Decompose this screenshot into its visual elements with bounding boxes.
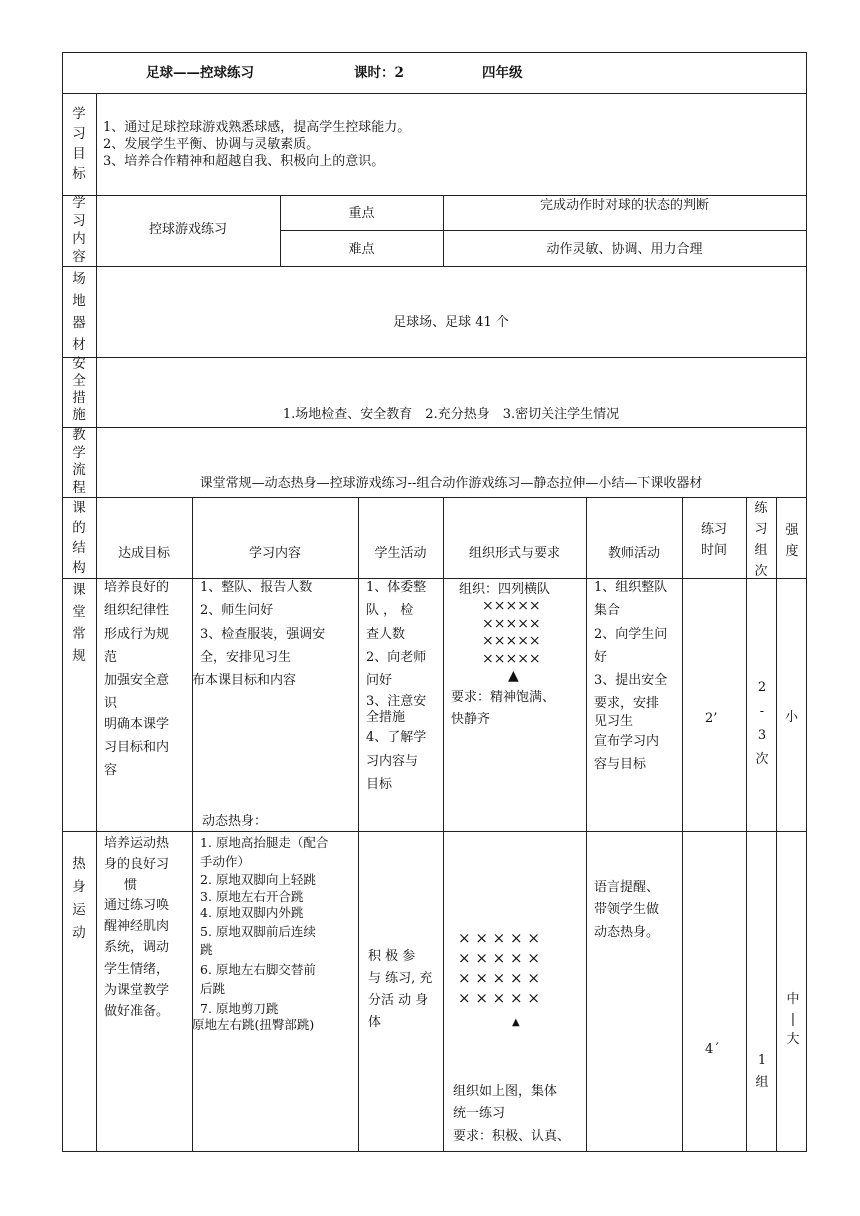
table-border-right — [806, 52, 807, 1152]
row-divider — [280, 230, 807, 231]
header-teacher: 教师活动 — [607, 546, 660, 561]
formation-row: × × × × × — [458, 969, 540, 987]
formation-row: ××××× — [482, 615, 541, 632]
routine-content-tail: 动态热身： — [202, 814, 268, 829]
header-structure: 课的结构 — [72, 500, 86, 576]
equipment-label: 场地器材 — [72, 271, 86, 353]
content-label: 学习内容 — [72, 195, 86, 265]
routine-formation — [482, 598, 562, 668]
routine-content: 1、整队、报告人数 2、师生问好 3、检查服装，强调安 全，安排见习生 布本课目标和内容 — [192, 580, 326, 689]
warmup-student: 积 极 参 与 练习, 充 分活 动 身 体 — [368, 949, 433, 1030]
routine-intensity: 小 — [785, 710, 799, 725]
col-divider — [358, 497, 359, 1152]
routine-sets: 2 - 3 次 — [755, 680, 769, 767]
formation-row: × × × × × — [458, 989, 540, 1007]
objectives-label: 学习目标 — [72, 106, 86, 182]
process-label: 教学流程 — [72, 427, 86, 496]
header-intensity: 强度 — [785, 523, 799, 559]
row-divider — [62, 357, 807, 358]
header-goal: 达成目标 — [117, 546, 170, 561]
header-content: 学习内容 — [248, 546, 301, 561]
warmup-org-text: 组织如上图，集体 统一练习 要求：积极、认真、 — [453, 1084, 571, 1144]
warmup-goal: 培养运动热 身的良好习 惯 通过练习唤 醒神经肌肉 系统，调动 学生情绪， 为课堂教学 做好准备。 — [104, 836, 170, 1020]
routine-student: 1、体委整 队 ， 检 查人数 2、向老师 问好 3、注意安 全措施 4、了解学 习内容与 目标 — [366, 580, 427, 793]
row-divider — [62, 831, 807, 832]
table-border-top — [62, 52, 807, 53]
lesson-period: 课时：2 — [354, 65, 404, 81]
difficulty-text: 动作灵敏、协调、用力合理 — [546, 242, 703, 257]
header-organization: 组织形式与要求 — [468, 546, 560, 561]
equipment-text: 足球场、足球 41 个 — [393, 315, 509, 330]
section-routine: 课堂常规 — [72, 582, 86, 664]
warmup-sets: 1 组 — [755, 1053, 769, 1090]
objective-item: 3、培养合作精神和超越自我、积极向上的意识。 — [103, 154, 385, 169]
formation-row: × × × × × — [458, 929, 540, 947]
objective-item: 1、通过足球控球游戏熟悉球感，提高学生控球能力。 — [103, 120, 411, 135]
process-text: 课堂常规—动态热身—控球游戏练习--组合动作游戏练习—静态拉伸—小结—下课收器材 — [199, 476, 703, 491]
row-divider — [62, 266, 807, 267]
warmup-time: 4´ — [705, 1042, 720, 1057]
warmup-formation — [458, 928, 586, 1008]
header-sets: 练习组次 — [754, 501, 768, 579]
row-divider — [62, 427, 807, 428]
teacher-marker-icon: ▲ — [512, 1017, 520, 1028]
formation-row: ××××× — [482, 598, 541, 614]
lesson-title: 足球——控球练习 — [146, 65, 254, 81]
table-border-left — [62, 52, 63, 1152]
row-divider — [62, 497, 807, 498]
col-divider — [443, 497, 444, 1152]
header-time: 练习时间 — [700, 522, 727, 558]
routine-teacher: 1、组织整队 集合 2、向学生问 好 3、提出安全 要求，安排 见习生 宣布学习内 容与目标 — [594, 580, 668, 773]
col-divider — [746, 497, 747, 1152]
teacher-marker-icon: ▲ — [508, 668, 519, 684]
routine-goal: 培养良好的 组织纪律性 形成行为规 范 加强安全意 识 明确本课学 习目标和内 容 — [104, 580, 170, 779]
key-point-text: 完成动作时对球的状态的判断 — [539, 198, 709, 213]
formation-row: ××××× — [482, 633, 541, 649]
routine-org-title: 组织：四列横队 — [459, 582, 551, 597]
content-topic: 控球游戏练习 — [148, 222, 227, 237]
section-warmup: 热身运动 — [72, 856, 86, 941]
lesson-grade: 四年级 — [482, 65, 523, 81]
formation-row: ××××× — [482, 650, 541, 667]
col-divider — [776, 497, 777, 1152]
difficulty-label: 难点 — [348, 242, 375, 257]
safety-label: 安全措施 — [72, 356, 86, 423]
col-divider — [682, 497, 683, 1152]
routine-time: 2’ — [705, 711, 718, 726]
table-border-bottom — [62, 1151, 807, 1152]
col-divider — [96, 93, 97, 1152]
routine-org-requirement: 要求：精神饱满、 快静齐 — [451, 690, 556, 728]
header-student: 学生活动 — [374, 546, 427, 561]
warmup-intensity: 中 | 大 — [786, 992, 800, 1047]
formation-row: × × × × × — [458, 949, 540, 967]
col-divider — [586, 497, 587, 1152]
warmup-content: 1. 原地高抬腿走（配合 手动作） 2. 原地双脚向上轻跳 3. 原地左右开合跳 4. 原地双脚内外跳 5. 原地双脚前后连续 跳 6. 原地左右脚交替前 后跳 7. 原地剪刀跳 原地左右跳(扭臀部跳) — [192, 835, 329, 1032]
objective-item: 2、发展学生平衡、协调与灵敏素质。 — [103, 137, 320, 152]
row-divider — [62, 93, 807, 94]
key-point-label: 重点 — [348, 206, 375, 221]
safety-text: 1.场地检查、安全教育 2.充分热身 3.密切关注学生情况 — [282, 407, 620, 422]
warmup-teacher: 语言提醒、 带领学生做 动态热身。 — [594, 880, 660, 940]
